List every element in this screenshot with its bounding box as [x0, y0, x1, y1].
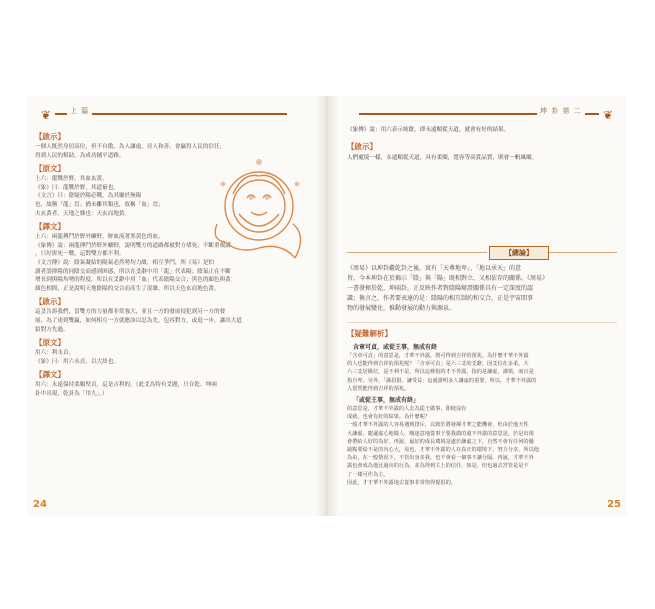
text-line: 一書發揮於乾、坤兩卦，正反映作者對陰陽辯證關係具有一定深度的認: [347, 285, 534, 292]
section-body: [35, 175, 203, 218]
text-line: 《周易》以坤卦繼乾卦之後，寓有「天尊地卑」、「地以承天」的意: [347, 265, 522, 272]
section-heading: 【啟示】: [35, 132, 65, 141]
analysis-body: [347, 352, 619, 393]
running-title: 坤 卦 第 二: [537, 106, 585, 116]
section-body: [35, 349, 309, 366]
text-line: 因此，才才華不外露地去從事非常值得提倡的。: [347, 479, 456, 486]
text-line: 用六：永遠保持柔順堅貞，這是吉利的。（此爻為特有爻題，只在乾、坤兩: [35, 382, 217, 389]
text-line: 展，為了達到雙贏，如何相互一方就應該以忍為先，包容對方，或退一步，讓出大道: [35, 317, 242, 324]
left-running-header: [27, 106, 315, 120]
text-line: 的人也能得到吉祥的預兆呢？「含章可貞」是六三爻的爻辭，因爻位在多柔，大: [347, 361, 529, 368]
section-heading: 【原文】: [35, 338, 65, 348]
text-line: 露也會成為他比過出的行為，並為得到主上的信任，如是，但也過去宮管是是不: [347, 463, 529, 470]
text-line: 一般才華不外露的人容易遇到排斥，以致於將發揮才華之能機會，但由於他天性: [347, 422, 529, 429]
running-title: 上 篇: [67, 106, 92, 116]
text-line: 六三爻居陽位，是不利不是，所以這裡指的才不外露，指的是謙虛，謹慎，而且是: [347, 369, 534, 376]
text-line: 人們處境一樣，永遠順從天道，具有柔順，寬容等高貴品質，則會一帆風順。: [347, 155, 538, 161]
dragon-medallion-icon: [203, 154, 315, 270]
text-line: 成就，也會有好的結果。為什麼呢？: [347, 414, 431, 421]
text-line: 用六：利永貞。: [35, 350, 75, 357]
text-line: 的意思是，才華不外露的人去為從王做事，即使沒有: [347, 406, 467, 413]
section-body: [35, 381, 309, 398]
text-line: 也，故稱「龍」焉；猶未離其類也，故稱「血」焉；: [35, 201, 164, 208]
text-line: 這爻告訴我們，當雙方的力量都非常強大，並且一方的發展侵犯到另一方的發: [35, 309, 226, 316]
analysis-subtitle: 「或從王事，無成有終」: [353, 397, 420, 405]
text-line: 上六：龍戰於野，其血玄黃。: [35, 176, 108, 183]
analysis-body: [347, 479, 619, 487]
text-line: 《文言》曰：陰疑於陽必戰，為其嫌於無陽: [35, 193, 142, 200]
text-line: 卦中出現，乾卦為「用九」。）: [35, 390, 108, 397]
text-line: 缺點要給不是的內心大，易也，才華不外露的人在真正的環境下，努力分享，所以他: [347, 447, 539, 454]
text-line: 《文言傳》說：陰氣凝結的陽氣必然勢均力敵，相互爭鬥，所《易》是怕: [35, 259, 215, 266]
section-heading: 【啟示】: [347, 142, 377, 151]
text-line: 為由，在一般情況下，不管出身多我，也不會看一個事不讓分隔。再說，才華不外: [347, 455, 534, 462]
section-body: [35, 308, 309, 334]
analysis-subtitle: 含章可貞，或從王事，無成有終: [353, 344, 438, 351]
text-line: 夫玄黃者，天地之雜也：天玄而地黃。: [35, 210, 131, 217]
summary-rule-right: [549, 252, 617, 253]
section-divider: [347, 322, 617, 323]
text-line: 增長到與陽均勢的程度，所以在爻辭中用「血」代表陰陽交合；黑色的顏色與黃: [35, 277, 231, 284]
text-line: 物的發展變化，推動發展的動力與源泉。: [347, 305, 456, 312]
book-spread: [27, 96, 627, 516]
analysis-heading: 【疑難解析】: [347, 329, 392, 338]
text-line: 會帶給人好的為好。再說，最好的成長環境是處於謙虛之下，自然不會有任何的優: [347, 438, 534, 445]
text-line: 得到人民的幫助，為成功鋪平道路。: [35, 152, 125, 159]
section-heading: 【原文】: [35, 164, 65, 174]
scroll-ornament-icon: ❦: [603, 108, 614, 122]
analysis-body: [347, 405, 619, 479]
right-top-flow: [347, 126, 617, 163]
text-line: 讀者誤抑陽的同陰交而感到困惑，所以在爻辭中用「龍」代表陽；陰氣正在不斷: [35, 268, 231, 275]
section-heading: 【譯文】: [35, 370, 65, 380]
text-line: 上六：兩龍搏鬥於野外曠野，鮮血流著黑黃色的血。: [35, 234, 164, 241]
book-gutter: [315, 96, 339, 516]
text-line: 《象傳》說：用六表示純陰，即永遠順從天道，就會有好的結果。: [347, 127, 510, 133]
scroll-ornament-icon: ❦: [41, 108, 52, 122]
section-heading: 【譯文】: [35, 222, 65, 232]
text-line: 給對方先過。: [35, 326, 69, 333]
summary-title: 【總論】: [489, 246, 549, 260]
text-line: 《象》曰：用六永貞，以大終也。: [35, 358, 119, 365]
text-line: 《象》曰：龍戰於野，其道窮也。: [35, 184, 119, 191]
right-page: [339, 96, 627, 516]
section-body: [347, 154, 617, 163]
summary-rule-left: [347, 252, 487, 253]
text-line: 了一樣可作為主。: [347, 471, 389, 478]
text-line: 一個人既然身居高位，但不自傲，為人謙虛，待人和善，會贏得人民的信任，: [35, 144, 226, 150]
text-line: 旨。今本坤卦在於揭示「陰」與「陽」既相對立、又相依存的關係。《周易》: [347, 275, 549, 282]
text-line: 識；換言之，作者要表達的是：陰陽的相互制約和交合，正是宇宙間事: [347, 295, 534, 302]
right-running-header: [339, 106, 627, 120]
summary-body: [347, 264, 617, 314]
left-page-number: 24: [33, 499, 47, 510]
left-page: [27, 96, 315, 516]
text-line: 「含章可貞」的意思是，才華不外露，則可得到吉祥的預兆。為什麼才華不外露: [347, 353, 529, 359]
right-page-number: 25: [607, 499, 621, 510]
text-line: 指自卑。另外，「滿招損，謙受益」這就證明多人謙虛的重要，所以，才華不外露的: [347, 377, 537, 384]
text-line: ，只好拼死一戰，這對雙方都不利。: [35, 251, 125, 258]
text-line: 《象傳》說：兩龍搏鬥於野外曠野，說明雙方的道路都被對方堵死，不斷重複講: [35, 242, 231, 249]
text-line: 人當然能得到吉祥的預兆。: [347, 385, 410, 392]
text-line: 顏色相間，正是說明天地陰陽的交合而產生了混雜，所以天色玄而地色黃。: [35, 285, 220, 292]
analysis-flow: [347, 340, 619, 487]
section-heading: 【啟示】: [35, 297, 65, 307]
text-line: 大謙虛，寵遜虛心地做人，順逐意地從事王要我做的還不外露的意思是，於是出現: [347, 430, 534, 437]
